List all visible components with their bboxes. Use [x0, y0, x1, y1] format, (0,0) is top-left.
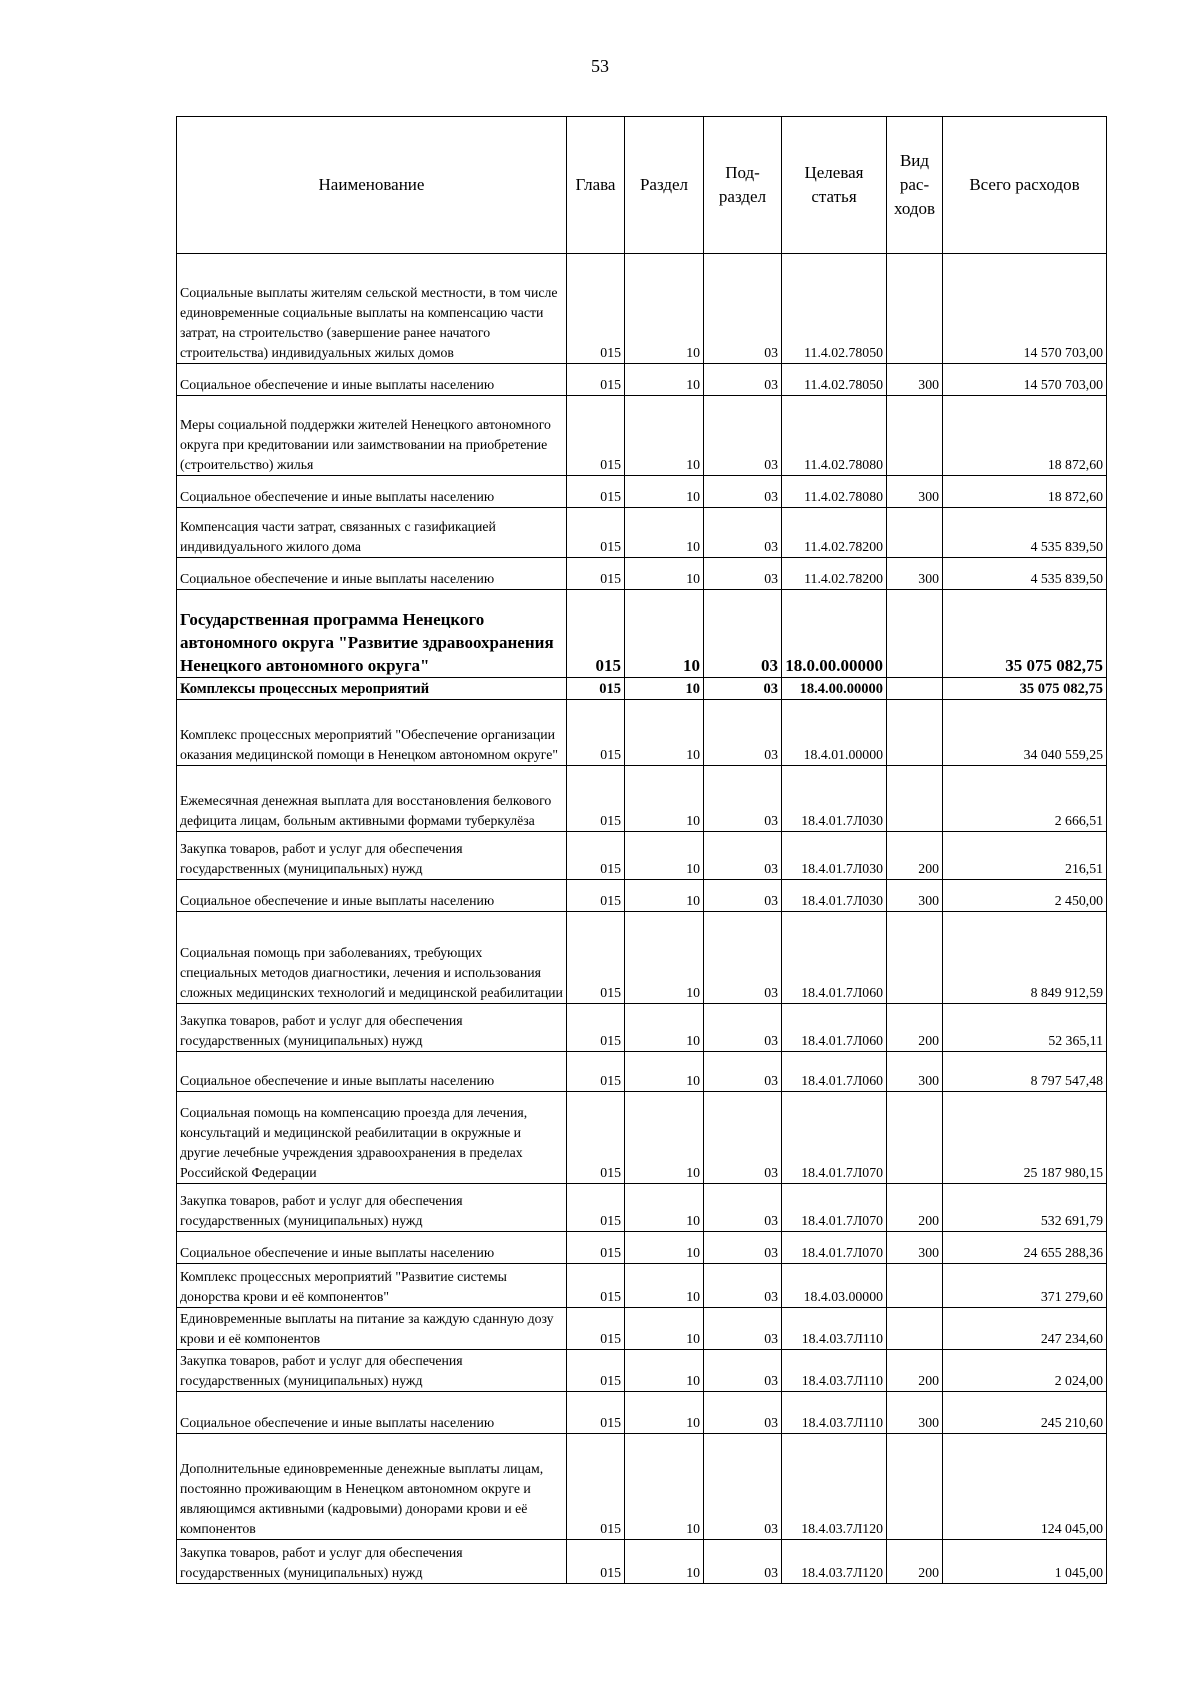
- row-name: Комплекс процессных мероприятий "Обеспечение организации оказания медицинской помощи в Ненецком автономном округе": [177, 700, 567, 766]
- row-total: 25 187 980,15: [943, 1092, 1107, 1184]
- row-glava: 015: [567, 912, 625, 1004]
- row-razdel: 10: [625, 1540, 704, 1584]
- row-name: Компенсация части затрат, связанных с газификацией индивидуального жилого дома: [177, 508, 567, 558]
- row-vid-rashodov: [887, 590, 943, 678]
- row-podrazdel: 03: [704, 364, 782, 396]
- row-glava: 015: [567, 1004, 625, 1052]
- row-podrazdel: 03: [704, 254, 782, 364]
- row-razdel: 10: [625, 880, 704, 912]
- row-podrazdel: 03: [704, 1004, 782, 1052]
- row-vid-rashodov: [887, 1264, 943, 1308]
- row-name: Закупка товаров, работ и услуг для обеспечения государственных (муниципальных) нужд: [177, 1540, 567, 1584]
- row-glava: 015: [567, 678, 625, 700]
- table-row: [177, 1392, 1107, 1434]
- table-row: [177, 1350, 1107, 1392]
- header-total: Всего расходов: [943, 117, 1107, 254]
- row-tselevaya-statya: 18.4.03.7Л110: [782, 1308, 887, 1350]
- table-row: [177, 476, 1107, 508]
- row-razdel: 10: [625, 1184, 704, 1232]
- row-tselevaya-statya: 18.4.03.7Л120: [782, 1540, 887, 1584]
- row-total: 371 279,60: [943, 1264, 1107, 1308]
- table-row: [177, 1004, 1107, 1052]
- table-body: [177, 254, 1107, 1584]
- table-row: [177, 766, 1107, 832]
- row-razdel: 10: [625, 1308, 704, 1350]
- row-name: Социальное обеспечение и иные выплаты населению: [177, 1232, 567, 1264]
- row-tselevaya-statya: 18.4.01.00000: [782, 700, 887, 766]
- row-vid-rashodov: 300: [887, 364, 943, 396]
- row-tselevaya-statya: 18.4.01.7Л060: [782, 1052, 887, 1092]
- row-glava: 015: [567, 1434, 625, 1540]
- row-vid-rashodov: [887, 766, 943, 832]
- row-podrazdel: 03: [704, 832, 782, 880]
- row-podrazdel: 03: [704, 1392, 782, 1434]
- header-row: [177, 117, 1107, 254]
- row-tselevaya-statya: 11.4.02.78050: [782, 254, 887, 364]
- row-name: Социальное обеспечение и иные выплаты населению: [177, 558, 567, 590]
- row-razdel: 10: [625, 1350, 704, 1392]
- page-number: 53: [591, 56, 609, 76]
- row-podrazdel: 03: [704, 1092, 782, 1184]
- row-name: Закупка товаров, работ и услуг для обеспечения государственных (муниципальных) нужд: [177, 1004, 567, 1052]
- row-total: 124 045,00: [943, 1434, 1107, 1540]
- row-razdel: 10: [625, 1392, 704, 1434]
- row-glava: 015: [567, 476, 625, 508]
- row-razdel: 10: [625, 396, 704, 476]
- row-glava: 015: [567, 364, 625, 396]
- row-tselevaya-statya: 18.4.01.7Л060: [782, 1004, 887, 1052]
- table-row: [177, 558, 1107, 590]
- row-tselevaya-statya: 18.0.00.00000: [782, 590, 887, 678]
- row-podrazdel: 03: [704, 508, 782, 558]
- row-podrazdel: 03: [704, 1540, 782, 1584]
- table-row: [177, 364, 1107, 396]
- table-row: [177, 1264, 1107, 1308]
- row-glava: 015: [567, 1308, 625, 1350]
- row-podrazdel: 03: [704, 476, 782, 508]
- row-tselevaya-statya: 18.4.01.7Л030: [782, 766, 887, 832]
- row-podrazdel: 03: [704, 1350, 782, 1392]
- row-total: 247 234,60: [943, 1308, 1107, 1350]
- row-podrazdel: 03: [704, 912, 782, 1004]
- row-razdel: 10: [625, 678, 704, 700]
- row-tselevaya-statya: 18.4.00.00000: [782, 678, 887, 700]
- row-razdel: 10: [625, 766, 704, 832]
- row-podrazdel: 03: [704, 590, 782, 678]
- row-total: 245 210,60: [943, 1392, 1107, 1434]
- row-total: 2 450,00: [943, 880, 1107, 912]
- header-razdel: Раздел: [625, 117, 704, 254]
- row-glava: 015: [567, 1392, 625, 1434]
- row-podrazdel: 03: [704, 766, 782, 832]
- row-podrazdel: 03: [704, 1308, 782, 1350]
- row-razdel: 10: [625, 254, 704, 364]
- row-razdel: 10: [625, 1434, 704, 1540]
- row-tselevaya-statya: 18.4.01.7Л070: [782, 1092, 887, 1184]
- row-vid-rashodov: [887, 396, 943, 476]
- row-razdel: 10: [625, 700, 704, 766]
- row-glava: 015: [567, 1350, 625, 1392]
- row-vid-rashodov: [887, 1308, 943, 1350]
- table-row: [177, 590, 1107, 678]
- row-glava: 015: [567, 396, 625, 476]
- table-row: [177, 1434, 1107, 1540]
- row-tselevaya-statya: 18.4.03.7Л120: [782, 1434, 887, 1540]
- table-row: [177, 1052, 1107, 1092]
- table-row: [177, 832, 1107, 880]
- row-tselevaya-statya: 11.4.02.78200: [782, 558, 887, 590]
- table-row: [177, 1232, 1107, 1264]
- row-vid-rashodov: [887, 1434, 943, 1540]
- row-name: Закупка товаров, работ и услуг для обеспечения государственных (муниципальных) нужд: [177, 1184, 567, 1232]
- row-tselevaya-statya: 18.4.03.7Л110: [782, 1350, 887, 1392]
- row-name: Меры социальной поддержки жителей Ненецкого автономного округа при кредитовании или заимствовании на приобретение (строительство) жилья: [177, 396, 567, 476]
- row-glava: 015: [567, 1052, 625, 1092]
- row-glava: 015: [567, 766, 625, 832]
- row-podrazdel: 03: [704, 880, 782, 912]
- row-glava: 015: [567, 700, 625, 766]
- row-podrazdel: 03: [704, 1264, 782, 1308]
- row-vid-rashodov: 200: [887, 832, 943, 880]
- row-name: Социальная помощь при заболеваниях, требующих специальных методов диагностики, лечения и использования сложных медицинских технологий и медицинской реабилитации: [177, 912, 567, 1004]
- row-total: 8 797 547,48: [943, 1052, 1107, 1092]
- row-vid-rashodov: 300: [887, 1392, 943, 1434]
- row-vid-rashodov: 200: [887, 1540, 943, 1584]
- table-row: [177, 700, 1107, 766]
- row-podrazdel: 03: [704, 1232, 782, 1264]
- header-podrazdel: Под- раздел: [704, 117, 782, 254]
- row-tselevaya-statya: 18.4.03.00000: [782, 1264, 887, 1308]
- row-glava: 015: [567, 590, 625, 678]
- row-vid-rashodov: 300: [887, 558, 943, 590]
- row-name: Социальное обеспечение и иные выплаты населению: [177, 1052, 567, 1092]
- row-total: 216,51: [943, 832, 1107, 880]
- row-razdel: 10: [625, 590, 704, 678]
- row-name: Социальное обеспечение и иные выплаты населению: [177, 1392, 567, 1434]
- row-total: 18 872,60: [943, 396, 1107, 476]
- row-total: 14 570 703,00: [943, 254, 1107, 364]
- row-glava: 015: [567, 254, 625, 364]
- row-tselevaya-statya: 11.4.02.78080: [782, 396, 887, 476]
- row-glava: 015: [567, 1540, 625, 1584]
- row-tselevaya-statya: 11.4.02.78050: [782, 364, 887, 396]
- row-vid-rashodov: [887, 678, 943, 700]
- row-name: Комплекс процессных мероприятий "Развитие системы донорства крови и её компонентов": [177, 1264, 567, 1308]
- row-tselevaya-statya: 18.4.01.7Л070: [782, 1232, 887, 1264]
- row-razdel: 10: [625, 1004, 704, 1052]
- table-row: [177, 508, 1107, 558]
- row-tselevaya-statya: 11.4.02.78200: [782, 508, 887, 558]
- row-vid-rashodov: 300: [887, 880, 943, 912]
- row-razdel: 10: [625, 832, 704, 880]
- table-row: [177, 912, 1107, 1004]
- row-name: Закупка товаров, работ и услуг для обеспечения государственных (муниципальных) нужд: [177, 832, 567, 880]
- row-glava: 015: [567, 1184, 625, 1232]
- row-podrazdel: 03: [704, 1052, 782, 1092]
- row-glava: 015: [567, 1232, 625, 1264]
- row-total: 24 655 288,36: [943, 1232, 1107, 1264]
- row-tselevaya-statya: 18.4.01.7Л060: [782, 912, 887, 1004]
- row-razdel: 10: [625, 1092, 704, 1184]
- row-name: Единовременные выплаты на питание за каждую сданную дозу крови и её компонентов: [177, 1308, 567, 1350]
- budget-table: [176, 116, 1107, 1584]
- row-total: 2 024,00: [943, 1350, 1107, 1392]
- row-name: Социальное обеспечение и иные выплаты населению: [177, 880, 567, 912]
- row-total: 35 075 082,75: [943, 678, 1107, 700]
- row-vid-rashodov: 200: [887, 1004, 943, 1052]
- row-razdel: 10: [625, 1264, 704, 1308]
- table-row: [177, 678, 1107, 700]
- row-razdel: 10: [625, 364, 704, 396]
- row-glava: 015: [567, 1264, 625, 1308]
- row-razdel: 10: [625, 508, 704, 558]
- row-glava: 015: [567, 880, 625, 912]
- row-razdel: 10: [625, 558, 704, 590]
- row-name: Закупка товаров, работ и услуг для обеспечения государственных (муниципальных) нужд: [177, 1350, 567, 1392]
- row-total: 14 570 703,00: [943, 364, 1107, 396]
- row-total: 35 075 082,75: [943, 590, 1107, 678]
- header-tselevaya-statya: Целевая статья: [782, 117, 887, 254]
- row-name: Социальное обеспечение и иные выплаты населению: [177, 476, 567, 508]
- row-name: Социальное обеспечение и иные выплаты населению: [177, 364, 567, 396]
- header-glava: Глава: [567, 117, 625, 254]
- row-name: Социальная помощь на компенсацию проезда для лечения, консультаций и медицинской реабилитации в окружные и другие лечебные учреждения здравоохранения в пределах Российской Федерации: [177, 1092, 567, 1184]
- row-total: 8 849 912,59: [943, 912, 1107, 1004]
- table-row: [177, 396, 1107, 476]
- row-vid-rashodov: [887, 1092, 943, 1184]
- header-vid-rashodov: Вид рас- ходов: [887, 117, 943, 254]
- row-razdel: 10: [625, 1052, 704, 1092]
- row-total: 2 666,51: [943, 766, 1107, 832]
- row-tselevaya-statya: 18.4.01.7Л030: [782, 832, 887, 880]
- row-podrazdel: 03: [704, 1434, 782, 1540]
- row-vid-rashodov: [887, 254, 943, 364]
- row-glava: 015: [567, 558, 625, 590]
- row-razdel: 10: [625, 476, 704, 508]
- row-vid-rashodov: 200: [887, 1350, 943, 1392]
- row-podrazdel: 03: [704, 700, 782, 766]
- table-row: [177, 1540, 1107, 1584]
- row-name: Комплексы процессных мероприятий: [177, 678, 567, 700]
- row-podrazdel: 03: [704, 1184, 782, 1232]
- row-vid-rashodov: 300: [887, 1052, 943, 1092]
- row-podrazdel: 03: [704, 678, 782, 700]
- row-glava: 015: [567, 1092, 625, 1184]
- row-tselevaya-statya: 18.4.01.7Л070: [782, 1184, 887, 1232]
- table-row: [177, 1184, 1107, 1232]
- row-name: Дополнительные единовременные денежные выплаты лицам, постоянно проживающим в Ненецком автономном округе и являющимся активными (кадровыми) донорами крови и её компонентов: [177, 1434, 567, 1540]
- row-glava: 015: [567, 832, 625, 880]
- row-total: 4 535 839,50: [943, 558, 1107, 590]
- row-tselevaya-statya: 18.4.01.7Л030: [782, 880, 887, 912]
- table-row: [177, 254, 1107, 364]
- row-vid-rashodov: [887, 508, 943, 558]
- row-vid-rashodov: 300: [887, 1232, 943, 1264]
- row-vid-rashodov: 200: [887, 1184, 943, 1232]
- row-razdel: 10: [625, 1232, 704, 1264]
- row-total: 18 872,60: [943, 476, 1107, 508]
- row-name: Социальные выплаты жителям сельской местности, в том числе единовременные социальные выплаты на компенсацию части затрат, на строительство (завершение ранее начатого строительства) индивидуальных жилых домов: [177, 254, 567, 364]
- row-vid-rashodov: [887, 700, 943, 766]
- row-name: Ежемесячная денежная выплата для восстановления белкового дефицита лицам, больным активными формами туберкулёза: [177, 766, 567, 832]
- table-row: [177, 880, 1107, 912]
- row-total: 1 045,00: [943, 1540, 1107, 1584]
- row-tselevaya-statya: 18.4.03.7Л110: [782, 1392, 887, 1434]
- row-glava: 015: [567, 508, 625, 558]
- header-name: Наименование: [177, 117, 567, 254]
- row-name: Государственная программа Ненецкого автономного округа "Развитие здравоохранения Ненецкого автономного округа": [177, 590, 567, 678]
- row-total: 34 040 559,25: [943, 700, 1107, 766]
- row-razdel: 10: [625, 912, 704, 1004]
- row-total: 532 691,79: [943, 1184, 1107, 1232]
- row-podrazdel: 03: [704, 558, 782, 590]
- row-tselevaya-statya: 11.4.02.78080: [782, 476, 887, 508]
- table-row: [177, 1092, 1107, 1184]
- row-total: 52 365,11: [943, 1004, 1107, 1052]
- row-vid-rashodov: [887, 912, 943, 1004]
- row-vid-rashodov: 300: [887, 476, 943, 508]
- row-total: 4 535 839,50: [943, 508, 1107, 558]
- table-header: [177, 117, 1107, 254]
- row-podrazdel: 03: [704, 396, 782, 476]
- table-row: [177, 1308, 1107, 1350]
